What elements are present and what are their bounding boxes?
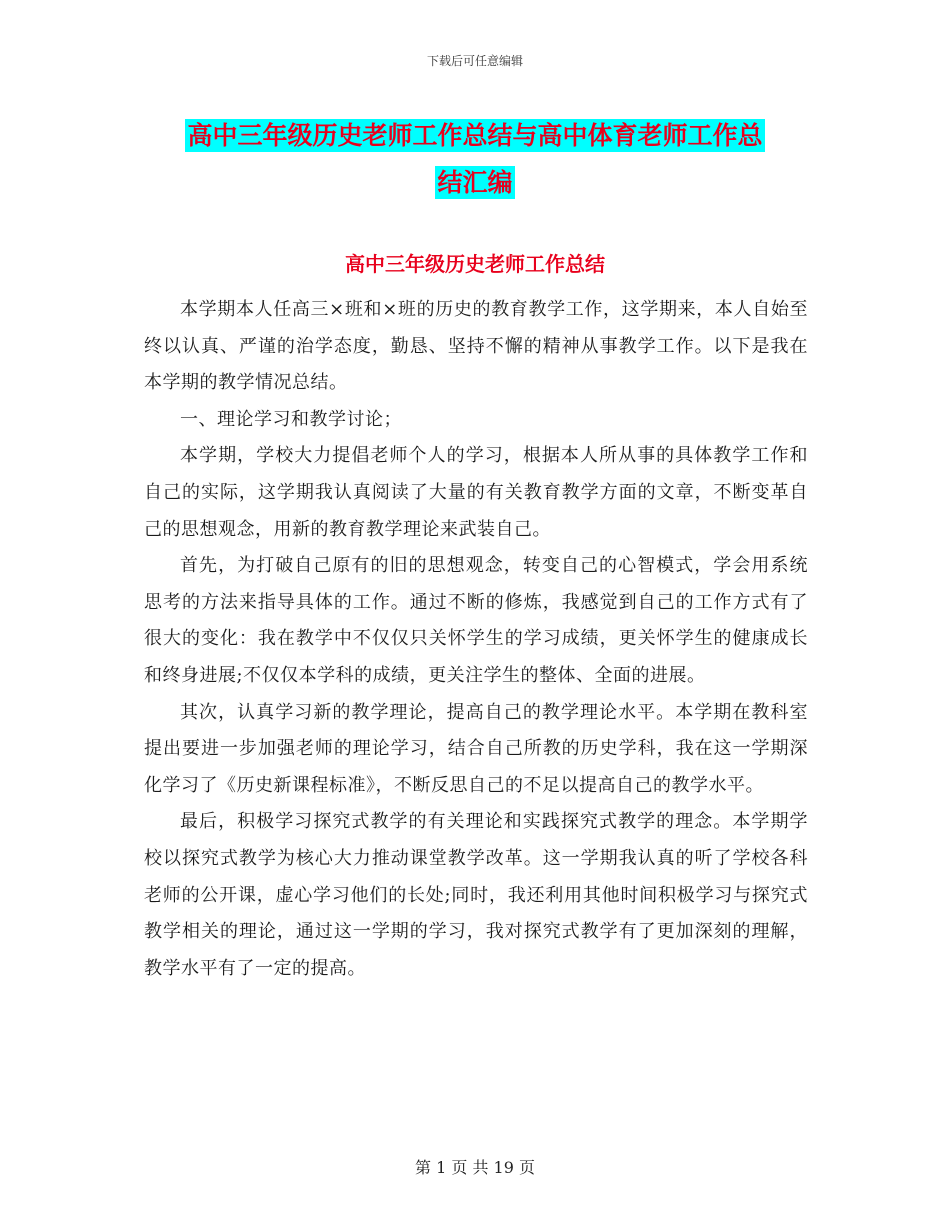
document-title-line-2: 结汇编 <box>437 168 513 197</box>
paragraph-heading-1: 一、理论学习和教学讨论； <box>180 408 402 430</box>
paragraph-first: 首先，为打破自己原有的旧的思想观念，转变自己的心智模式，学会用系统思考的方法来指导具体的工作。通过不断的修炼，我感觉到自己的工作方式有了很大的变化：我在教学中不仅仅只关怀学生的学习成绩，更关怀学生的健康成长和终身进展;不仅仅本学科的成绩，更关注学生的整体、全面的进展。 <box>144 555 808 686</box>
page-footer: 第 1 页 共 19 页 <box>415 1158 535 1177</box>
header-note: 下载后可任意编辑 <box>426 54 523 68</box>
document-title <box>0 112 950 206</box>
paragraph-intro: 本学期本人任高三×班和×班的历史的教育教学工作，这学期来，本人自始至终以认真、严谨的治学态度，勤恳、坚持不懈的精神从事教学工作。以下是我在本学期的教学情况总结。 <box>144 299 808 394</box>
paragraph-study: 本学期，学校大力提倡老师个人的学习，根据本人所从事的具体教学工作和自己的实际，这学期我认真阅读了大量的有关教育教学方面的文章，不断变革自己的思想观念，用新的教育教学理论来武装自己。 <box>144 445 808 540</box>
document-body <box>144 292 808 987</box>
document-title-line-1: 高中三年级历史老师工作总结与高中体育老师工作总 <box>187 121 763 150</box>
paragraph-second: 其次，认真学习新的教学理论，提高自己的教学理论水平。本学期在教科室提出要进一步加强老师的理论学习，结合自己所教的历史学科，我在这一学期深化学习了《历史新课程标准》，不断反思自己的不足以提高自己的教学水平。 <box>144 701 808 796</box>
paragraph-last: 最后，积极学习探究式教学的有关理论和实践探究式教学的理念。本学期学校以探究式教学为核心大力推动课堂教学改革。这一学期我认真的听了学校各科老师的公开课，虚心学习他们的长处;同时，我还利用其他时间积极学习与探究式教学相关的理论，通过这一学期的学习，我对探究式教学有了更加深刻的理解，教学水平有了一定的提高。 <box>144 811 808 979</box>
section-title: 高中三年级历史老师工作总结 <box>345 252 605 276</box>
